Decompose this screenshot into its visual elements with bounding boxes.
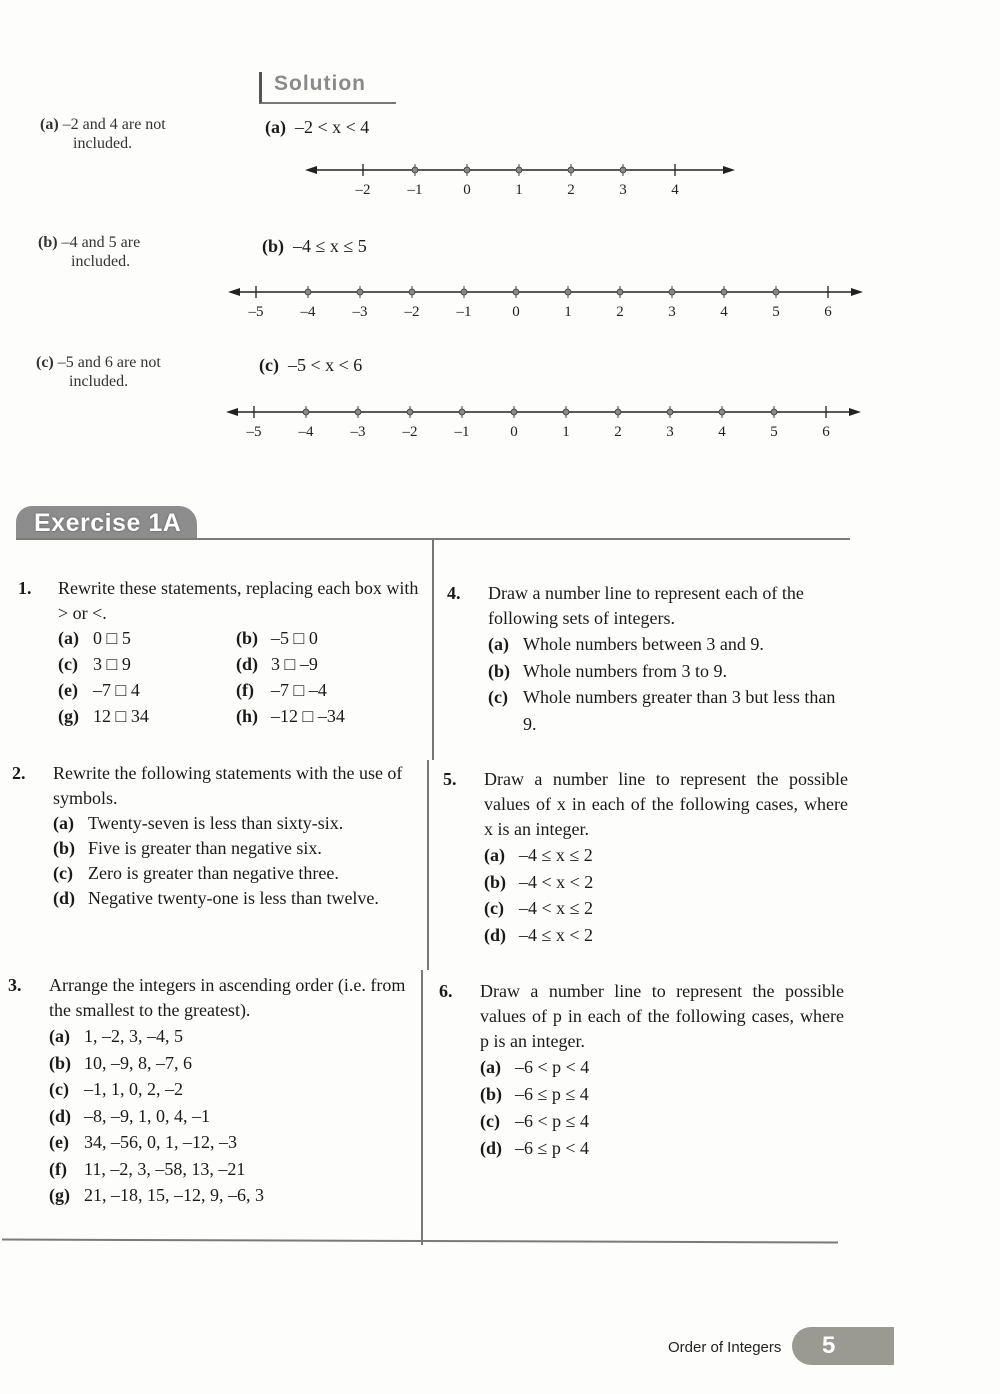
question-item (53, 836, 417, 861)
item-text: –7 □ –4 (271, 680, 327, 700)
item-text: 0 □ 5 (93, 628, 131, 648)
column-divider (432, 540, 434, 760)
item-text: Whole numbers between 3 and 9. (523, 634, 764, 654)
tick-label: –5 (246, 424, 262, 440)
tick-label: –2 (355, 182, 371, 198)
inequality-a (265, 117, 369, 138)
question-number: 3. (8, 975, 22, 995)
item-label: (b) (49, 1052, 71, 1073)
included-point (355, 409, 361, 415)
exercise-bottom-rule (2, 1239, 838, 1244)
solution-note-a (40, 115, 166, 153)
tick-label: 4 (718, 424, 726, 440)
question-item (49, 1103, 418, 1130)
item-text: Twenty-seven is less than sixty-six. (88, 813, 344, 833)
question-items (480, 1054, 844, 1162)
item-label: (f) (236, 680, 254, 700)
inequality-b (262, 236, 367, 257)
item-label: (a) (484, 845, 505, 865)
item-label: (b) (53, 838, 75, 858)
item-label: (e) (58, 680, 78, 700)
question-6 (439, 979, 844, 1162)
question-item (53, 886, 417, 911)
included-point (511, 409, 517, 415)
note-line2: included. (69, 373, 129, 390)
item-text: Whole numbers from 3 to 9. (523, 660, 727, 681)
note-label: (b) (38, 234, 58, 251)
included-point (568, 167, 574, 173)
column-divider (427, 760, 429, 970)
question-number: 5. (443, 769, 457, 789)
tick-label: 6 (822, 424, 830, 440)
note-line1: –2 and 4 are not (62, 116, 166, 133)
included-point (407, 409, 413, 415)
solution-heading: Solution (259, 72, 396, 104)
tick-label: 2 (614, 424, 622, 440)
included-point (412, 167, 418, 173)
item-text: –6 < p < 4 (515, 1057, 590, 1077)
included-point (516, 167, 522, 173)
tick-label: 2 (567, 182, 575, 198)
item-label: (d) (53, 888, 75, 908)
item-text: –6 < p ≤ 4 (515, 1111, 590, 1131)
item-text: –6 ≤ p ≤ 4 (515, 1084, 589, 1104)
question-items (58, 626, 423, 729)
item-label: (b) (480, 1084, 502, 1104)
tick-label: 5 (770, 424, 778, 440)
tick-label: –3 (350, 424, 366, 440)
item-text: –7 □ 4 (93, 680, 140, 700)
question-text: Arrange the integers in ascending order (i.e. from the smallest to the greatest). (49, 975, 406, 1020)
left-arrow-icon (305, 166, 317, 174)
item-label: (a) (49, 1026, 70, 1046)
question-item (484, 895, 848, 922)
note-label: (a) (40, 116, 59, 133)
included-point (464, 167, 470, 173)
tick-label: –3 (352, 304, 368, 320)
question-number: 6. (439, 981, 453, 1001)
item-text: 10, –9, 8, –7, 6 (84, 1052, 192, 1073)
question-number: 2. (12, 763, 26, 783)
item-label: (f) (49, 1158, 67, 1179)
tick-label: 1 (562, 424, 570, 440)
note-line1: –4 and 5 are (61, 234, 141, 251)
question-item (49, 1076, 418, 1103)
note-label: (c) (36, 354, 54, 371)
question-number: 4. (447, 583, 461, 603)
item-text: –4 < x < 2 (519, 871, 594, 892)
question-item (49, 1050, 418, 1077)
question-items (53, 811, 417, 911)
item-text: 12 □ 34 (93, 706, 149, 726)
question-items (49, 1023, 418, 1209)
question-1 (18, 576, 423, 729)
tick-label: 3 (668, 304, 676, 320)
item-text: 21, –18, 15, –12, 9, –6, 3 (84, 1185, 264, 1205)
item-text: –4 < x ≤ 2 (519, 898, 594, 918)
note-line2: included. (73, 135, 133, 152)
included-point (513, 289, 519, 295)
tick-label: –4 (300, 304, 316, 320)
question-item (236, 626, 416, 651)
item-text: 34, –56, 0, 1, –12, –3 (84, 1132, 237, 1152)
question-item (49, 1182, 418, 1209)
item-text: Five is greater than negative six. (88, 838, 322, 858)
tick-label: –1 (454, 424, 470, 440)
number-line-c (226, 402, 861, 447)
included-point (563, 409, 569, 415)
item-label: (c) (480, 1111, 500, 1131)
page-number-badge: 5 (792, 1327, 894, 1365)
item-text: 3 □ 9 (93, 654, 131, 674)
item-text: 1, –2, 3, –4, 5 (84, 1026, 183, 1046)
item-text: –4 ≤ x ≤ 2 (519, 845, 593, 865)
included-point (719, 409, 725, 415)
question-number: 1. (18, 578, 32, 598)
item-label: (a) (58, 628, 79, 648)
question-item (484, 869, 848, 896)
item-label: (b) (484, 871, 506, 892)
item-label: (e) (49, 1132, 69, 1152)
question-text: Draw a number line to represent the possible values of x in each of the following cases, where x is an integer. (484, 769, 848, 839)
included-point (721, 289, 727, 295)
item-label: (c) (53, 863, 73, 883)
included-point (773, 289, 779, 295)
question-item (480, 1108, 844, 1135)
solution-note-b (38, 233, 140, 271)
question-item (488, 658, 852, 685)
question-item (484, 922, 848, 949)
question-5 (443, 767, 848, 948)
item-text: –12 □ –34 (271, 706, 345, 726)
note-line1: –5 and 6 are not (57, 354, 161, 371)
question-item (49, 1129, 418, 1156)
tick-label: –4 (298, 424, 314, 440)
included-point (615, 409, 621, 415)
inequality-text: –5 < x < 6 (287, 355, 363, 375)
item-text: Whole numbers greater than 3 but less than 9. (523, 687, 836, 734)
question-item (49, 1156, 418, 1183)
question-item (488, 684, 852, 737)
question-3 (8, 973, 418, 1209)
question-item (53, 811, 417, 836)
tick-label: –1 (456, 304, 472, 320)
included-point (303, 409, 309, 415)
included-point (617, 289, 623, 295)
tick-label: –5 (248, 304, 264, 320)
included-point (461, 289, 467, 295)
question-item (236, 678, 416, 703)
left-arrow-icon (228, 288, 240, 296)
item-text: –6 ≤ p < 4 (515, 1138, 590, 1158)
item-label: (h) (236, 706, 258, 726)
question-item (58, 678, 236, 703)
item-label: (a) (488, 634, 509, 654)
question-item (236, 704, 416, 729)
right-arrow-icon (851, 288, 863, 296)
column-divider (421, 970, 423, 1245)
question-2 (12, 761, 417, 911)
item-text: –4 ≤ x < 2 (519, 924, 594, 945)
question-items (484, 842, 848, 948)
tick-label: 1 (564, 304, 572, 320)
item-label: (a) (480, 1057, 501, 1077)
tick-label: 1 (515, 182, 523, 198)
inequality-text: –2 < x < 4 (295, 117, 370, 137)
item-text: Negative twenty-one is less than twelve. (88, 888, 379, 908)
question-item (480, 1135, 844, 1162)
item-label: (d) (49, 1105, 71, 1126)
item-label: (d) (480, 1138, 502, 1158)
tick-label: 4 (720, 304, 728, 320)
inequality-label: (b) (262, 236, 284, 256)
tick-label: 6 (824, 304, 832, 320)
question-4 (447, 581, 852, 737)
tick-label: 3 (666, 424, 674, 440)
question-text: Draw a number line to represent each of the following sets of integers. (488, 583, 804, 628)
item-text: –5 □ 0 (271, 628, 318, 648)
item-text: –1, 1, 0, 2, –2 (84, 1079, 183, 1099)
number-line-b (228, 282, 863, 327)
right-arrow-icon (723, 166, 735, 174)
inequality-label: (a) (265, 117, 286, 137)
question-item (480, 1081, 844, 1108)
tick-label: 2 (616, 304, 624, 320)
tick-label: 0 (510, 424, 518, 440)
item-text: –8, –9, 1, 0, 4, –1 (84, 1105, 210, 1126)
item-label: (d) (484, 924, 506, 945)
included-point (409, 289, 415, 295)
item-label: (c) (49, 1079, 69, 1099)
inequality-label: (c) (259, 355, 279, 375)
item-text: Zero is greater than negative three. (88, 863, 339, 883)
item-label: (c) (484, 898, 504, 918)
item-label: (d) (236, 654, 258, 674)
tick-label: 5 (772, 304, 780, 320)
left-arrow-icon (226, 408, 238, 416)
included-point (305, 289, 311, 295)
item-label: (c) (488, 687, 508, 707)
question-text: Rewrite the following statements with the use of symbols. (53, 763, 403, 808)
included-point (667, 409, 673, 415)
tick-label: –2 (402, 424, 418, 440)
included-point (771, 409, 777, 415)
tick-label: 0 (463, 182, 471, 198)
item-text: 3 □ –9 (271, 654, 318, 674)
included-point (669, 289, 675, 295)
included-point (620, 167, 626, 173)
item-label: (a) (53, 813, 74, 833)
question-item (58, 626, 236, 651)
item-label: (g) (49, 1185, 70, 1205)
included-point (357, 289, 363, 295)
right-arrow-icon (849, 408, 861, 416)
solution-note-c (36, 353, 161, 391)
question-item (236, 652, 416, 677)
included-point (459, 409, 465, 415)
question-item (488, 631, 852, 658)
question-text: Draw a number line to represent the possible values of p in each of the following cases, where p is an integer. (480, 981, 844, 1051)
item-label: (c) (58, 654, 78, 674)
exercise-title: Exercise 1A (16, 506, 197, 538)
question-text: Rewrite these statements, replacing each box with > or <. (58, 578, 419, 623)
tick-label: 3 (619, 182, 627, 198)
tick-label: –1 (407, 182, 423, 198)
chapter-title: Order of Integers (668, 1339, 782, 1356)
tick-label: 0 (512, 304, 520, 320)
question-item (53, 861, 417, 886)
question-item (58, 652, 236, 677)
item-label: (g) (58, 706, 79, 726)
question-item (58, 704, 236, 729)
item-text: 11, –2, 3, –58, 13, –21 (84, 1158, 246, 1179)
item-label: (b) (236, 628, 258, 648)
question-item (484, 842, 848, 869)
question-items (488, 631, 852, 737)
inequality-c (259, 355, 362, 376)
item-label: (b) (488, 660, 510, 681)
question-item (49, 1023, 418, 1050)
question-item (480, 1054, 844, 1081)
number-line-a (305, 160, 735, 205)
included-point (565, 289, 571, 295)
note-line2: included. (71, 253, 131, 270)
tick-label: 4 (671, 182, 679, 198)
tick-label: –2 (404, 304, 420, 320)
inequality-text: –4 ≤ x ≤ 5 (293, 236, 367, 256)
